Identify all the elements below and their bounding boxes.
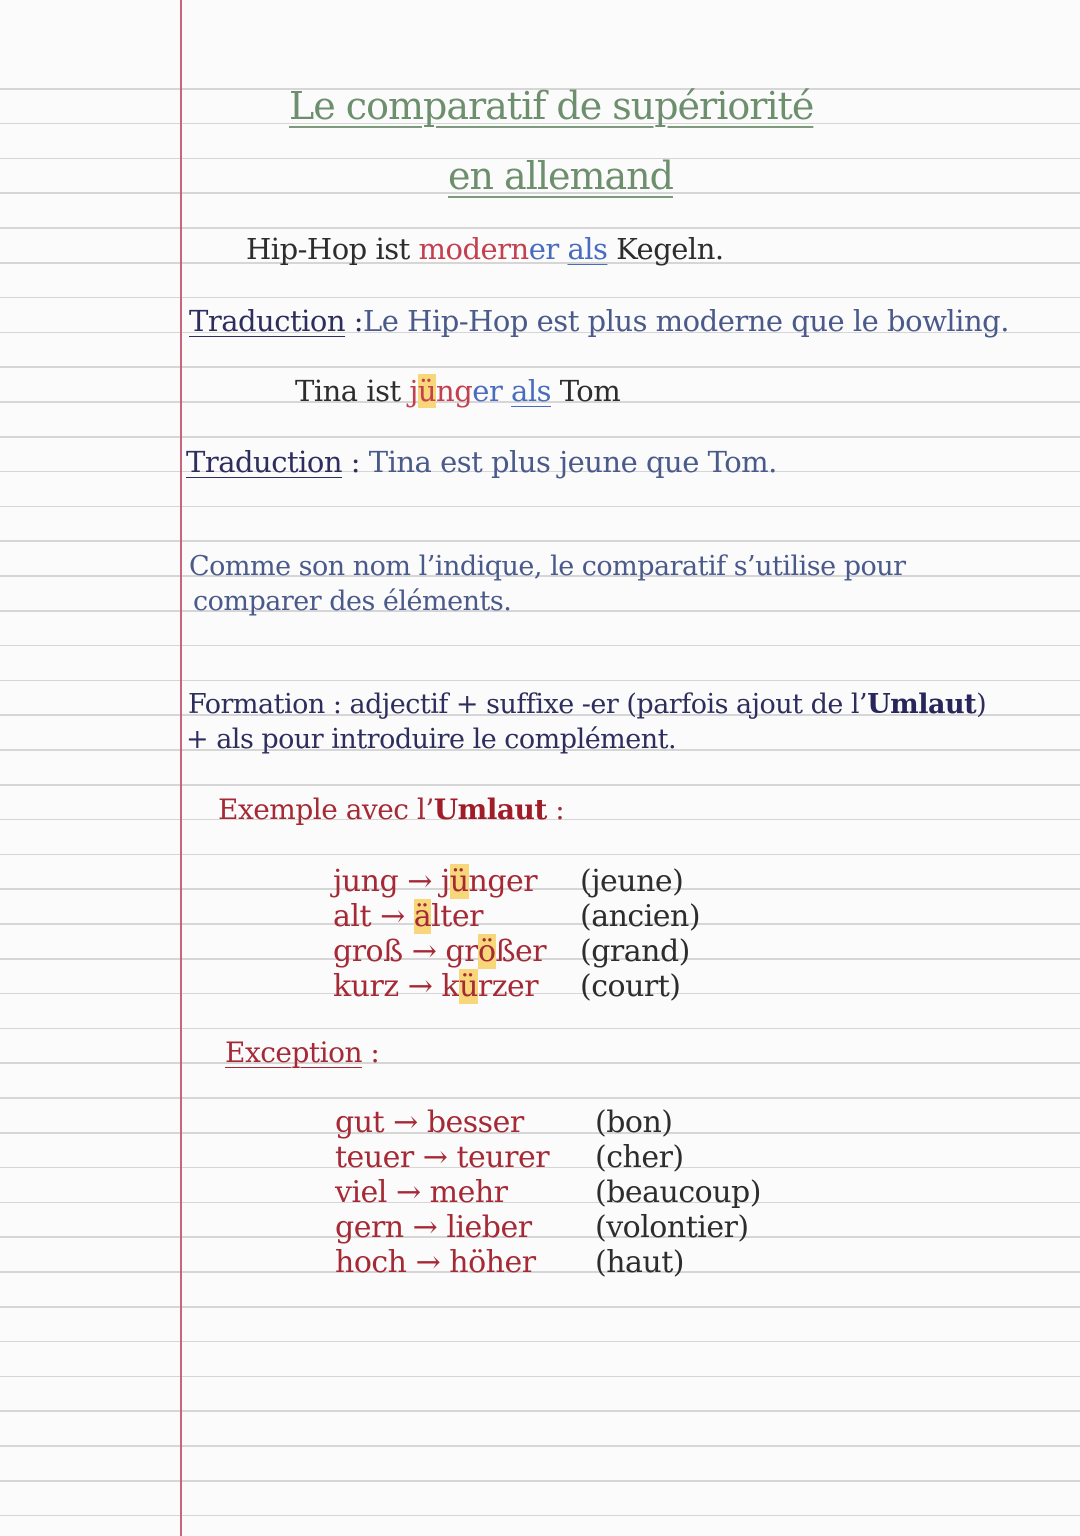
rule-line — [0, 506, 1080, 508]
comparative: lieber — [446, 1210, 532, 1245]
rule-line — [0, 1376, 1080, 1378]
rule-line — [0, 1306, 1080, 1308]
umlaut-vocab-table — [333, 864, 700, 1004]
umlaut-row-meaning: (jeune) — [580, 864, 684, 899]
base-adjective: kurz — [333, 969, 399, 1004]
example1-end: Kegeln. — [607, 232, 724, 266]
comparative-pre: gr — [445, 934, 478, 969]
rule-line — [0, 610, 1080, 612]
comparative-post: ßer — [495, 934, 547, 969]
formation-umlaut-bold: Umlaut — [867, 689, 977, 720]
umlaut-row-meaning: (court) — [580, 969, 681, 1004]
base-adjective: gern — [335, 1210, 404, 1245]
arrow-icon: → — [412, 1210, 438, 1245]
exception-heading — [225, 1036, 379, 1069]
comparative: mehr — [429, 1175, 508, 1210]
exception-row — [335, 1210, 761, 1245]
umlaut-highlight: ü — [459, 969, 478, 1004]
formation-close: ) — [976, 689, 987, 720]
page-title-line2: en allemand — [448, 154, 673, 198]
rule-line — [0, 366, 1080, 368]
example1-adjective: modern — [418, 232, 529, 266]
umlaut-highlight: ä — [413, 899, 432, 934]
umlaut-highlight: ö — [477, 934, 496, 969]
exception-row-meaning: (bon) — [595, 1105, 673, 1140]
rule-line — [0, 227, 1080, 229]
translation1-sep: : — [345, 304, 364, 338]
example2-umlaut-highlight: ü — [417, 374, 437, 408]
umlaut-row-comparison — [333, 934, 580, 969]
exception-row-meaning: (cher) — [595, 1140, 684, 1175]
comparative: höher — [449, 1245, 536, 1280]
formation-line2: + als pour introduire le complément. — [186, 724, 677, 755]
rule-line — [0, 1515, 1080, 1517]
rule-line — [0, 540, 1080, 542]
umlaut-row-comparison — [333, 864, 580, 899]
example2-suffix: er — [472, 374, 503, 408]
rule-line — [0, 854, 1080, 856]
example2-als: als — [511, 374, 551, 408]
exception-vocab-table — [335, 1105, 761, 1280]
arrow-icon: → — [393, 1105, 418, 1140]
formation-text: Formation : adjectif + suffixe -er (parfois ajout de l’ — [188, 689, 868, 720]
exception-row-meaning: (volontier) — [595, 1210, 749, 1245]
comparative: besser — [426, 1105, 524, 1140]
page-title-line1: Le comparatif de supériorité — [289, 84, 814, 128]
explanation-line2: comparer des éléments. — [193, 586, 512, 617]
umlaut-row-meaning: (grand) — [580, 934, 690, 969]
umlaut-row-comparison — [333, 899, 580, 934]
example-sentence-1 — [246, 232, 724, 266]
base-adjective: jung — [333, 864, 399, 899]
base-adjective: hoch — [335, 1245, 407, 1280]
exception-row-meaning: (beaucoup) — [595, 1175, 761, 1210]
rule-line — [0, 680, 1080, 682]
umlaut-highlight: ü — [449, 864, 469, 899]
comparative-post: rzer — [477, 969, 539, 1004]
exception-row-comparison — [335, 1245, 595, 1280]
base-adjective: gut — [335, 1105, 385, 1140]
comparative-post: nger — [468, 864, 538, 899]
exception-row — [335, 1105, 761, 1140]
exception-row-comparison — [335, 1210, 595, 1245]
exception-heading-colon: : — [362, 1036, 380, 1069]
example2-j: j — [409, 374, 418, 408]
umlaut-row-comparison — [333, 969, 580, 1004]
translation1-text: Le Hip-Hop est plus moderne que le bowling. — [363, 304, 1009, 338]
arrow-icon: → — [407, 969, 433, 1004]
translation1-label: Traduction — [189, 304, 346, 338]
arrow-icon: → — [380, 899, 405, 934]
umlaut-heading-colon: : — [546, 793, 565, 826]
base-adjective: alt — [333, 899, 372, 934]
base-adjective: viel — [335, 1175, 387, 1210]
rule-line — [0, 1410, 1080, 1412]
rule-line — [0, 784, 1080, 786]
arrow-icon: → — [422, 1140, 448, 1175]
example-sentence-2 — [295, 374, 620, 408]
rule-line — [0, 1341, 1080, 1343]
translation2-text: Tina est plus jeune que Tom. — [368, 445, 777, 479]
rule-line — [0, 1028, 1080, 1030]
comparative: teurer — [456, 1140, 550, 1175]
umlaut-row — [333, 969, 700, 1004]
example1-start: Hip-Hop ist — [246, 232, 419, 266]
umlaut-heading-text: Exemple avec l’ — [218, 793, 434, 826]
comparative-pre: j — [440, 864, 450, 899]
exception-row-comparison — [335, 1105, 595, 1140]
umlaut-example-heading — [218, 793, 564, 826]
comparative-pre: k — [441, 969, 460, 1004]
rule-line — [0, 1445, 1080, 1447]
translation-1 — [189, 304, 1009, 338]
example1-als: als — [567, 232, 608, 266]
rule-line — [0, 436, 1080, 438]
example2-ng: ng — [436, 374, 473, 408]
rule-line — [0, 1097, 1080, 1099]
umlaut-heading-bold: Umlaut — [433, 793, 547, 826]
exception-row — [335, 1245, 761, 1280]
rule-line — [0, 645, 1080, 647]
example1-suffix: er — [528, 232, 559, 266]
rule-line — [0, 297, 1080, 299]
exception-row-comparison — [335, 1175, 595, 1210]
formation-line1 — [188, 689, 986, 720]
base-adjective: groß — [333, 934, 403, 969]
comparative-post: lter — [431, 899, 483, 934]
rule-line — [0, 1062, 1080, 1064]
example2-start: Tina ist — [295, 374, 410, 408]
arrow-icon: → — [411, 934, 437, 969]
arrow-icon: → — [395, 1175, 421, 1210]
explanation-line1: Comme son nom l’indique, le comparatif s’utilise pour — [189, 551, 906, 582]
base-adjective: teuer — [335, 1140, 414, 1175]
arrow-icon: → — [415, 1245, 441, 1280]
exception-row — [335, 1175, 761, 1210]
umlaut-row — [333, 864, 700, 899]
translation2-sep: : — [342, 445, 369, 479]
translation2-label: Traduction — [186, 445, 343, 479]
arrow-icon: → — [407, 864, 432, 899]
exception-heading-text: Exception — [225, 1036, 363, 1069]
exception-row-comparison — [335, 1140, 595, 1175]
exception-row — [335, 1140, 761, 1175]
rule-line — [0, 1480, 1080, 1482]
umlaut-row — [333, 899, 700, 934]
margin-line — [180, 0, 182, 1536]
exception-row-meaning: (haut) — [595, 1245, 684, 1280]
umlaut-row — [333, 934, 700, 969]
translation-2 — [186, 445, 777, 479]
umlaut-row-meaning: (ancien) — [580, 899, 701, 934]
example2-end: Tom — [550, 374, 621, 408]
